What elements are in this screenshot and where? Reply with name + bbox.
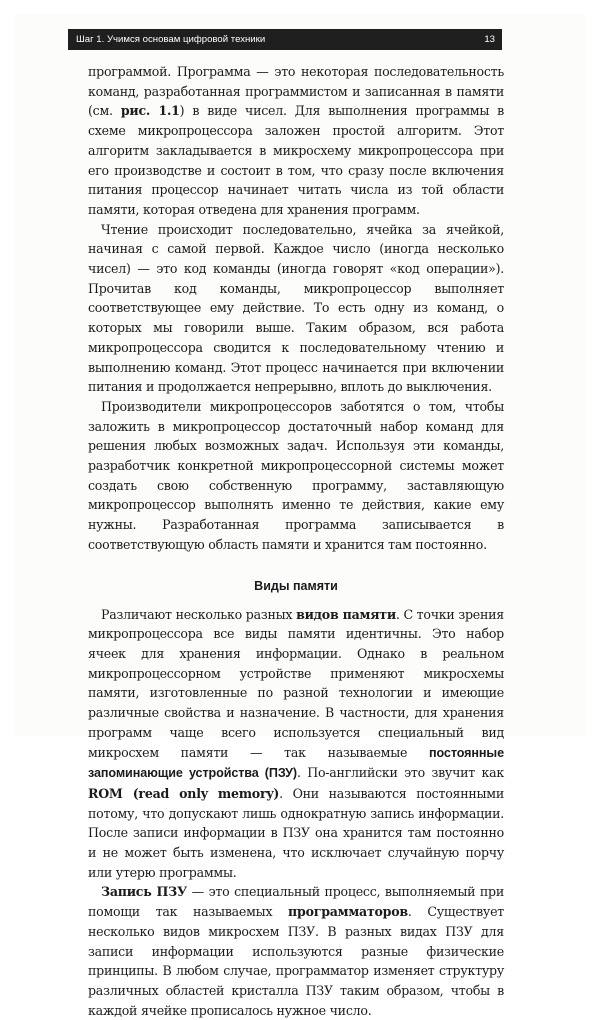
page-body [88,62,504,1020]
chapter-title: Шаг 1. Учимся основам цифровой техники [76,34,266,45]
section-title: Виды памяти [254,578,338,593]
term-memory-types: видов памяти [296,606,396,622]
text-run: ) в виде чисел. Для выполнения программы в схеме микропроцессора заложен простой алгоритм. Этот алгоритм закладывается в микросхему микропроцессора при его производстве и состоит в том, что сразу после включения питания процессор начинает читать числа из той области памяти, которая отведена для хранения программ. [88,103,504,217]
paragraph-1 [88,62,504,220]
text-run: программой. Программа — это некоторая последовательность команд, разработанная программистом и записанная в памяти (см. [88,64,504,119]
text-run: . Существует несколько видов микросхем ПЗУ. В разных видах ПЗУ для записи информации используются разные физические принципы. В любом случае, программатор изменяет структуру различных областей кристалла ПЗУ таким образом, чтобы в каждой ячейке прописалось нужное число. [88,904,504,1018]
term-programmers: программаторов [288,904,408,920]
paragraph-3: Производители микропроцессоров заботятся о том, чтобы заложить в микропроцессор достаточный набор команд для решения любых возможных задач. Используя эти команды, разработчик конкретной микропроцессорной системы может создать свою собственную программу, заставляющую микропроцессор выполнять именно те действия, какие ему нужны. Разработанная программа записывается в соответствующую область памяти и хранится там постоянно. [88,398,504,552]
text-run: . Они называются постоянными потому, что допускают лишь однократную запись информации. После записи информации в ПЗУ она хранится там постоянно и не может быть изменена, что исключает случайную порчу или утерю программы. [88,785,504,880]
term-rom-writing: Запись ПЗУ [101,884,187,900]
term-rom-en: ROM (read only memory) [88,785,280,801]
page-number: 13 [484,34,495,45]
paragraph-5 [88,882,504,1020]
term-rom-ru: постоянные запоминающие устройства (ПЗУ) [88,745,504,781]
running-header [68,29,502,50]
text-run: . По-английски это звучит как [297,765,504,781]
text-run: — это специальный процесс, выполняемый при помощи так называемых [88,884,504,920]
paragraph-2: Чтение происходит последовательно, ячейка за ячейкой, начиная с самой первой. Каждое число (иногда несколько чисел) — это код команды (иногда говорят «код операции»). Прочитав код команды, микропроцессор выполняет соответствующее ему действие. То есть одну из команд, о которых мы говорили выше. Таким образом, вся работа микропроцессора сводится к последовательному чтению и выполнению команд. Этот процесс начинается при включении питания и продолжается непрерывно, вплоть до выключения. [88,221,504,395]
text-run: Различают несколько разных [101,606,297,622]
figure-reference: рис. 1.1 [120,103,180,119]
paragraph-4 [88,605,504,883]
text-run: . С точки зрения микропроцессора все виды памяти идентичны. Это набор ячеек для хранения информации. Однако в реальном микропроцессорном устройстве применяют микросхемы памяти, изготовленные по разной технологии и имеющие различные свойства и назначение. В частности, для хранения программ чаще всего используется специальный вид микросхем памяти — так называемые [88,606,504,760]
